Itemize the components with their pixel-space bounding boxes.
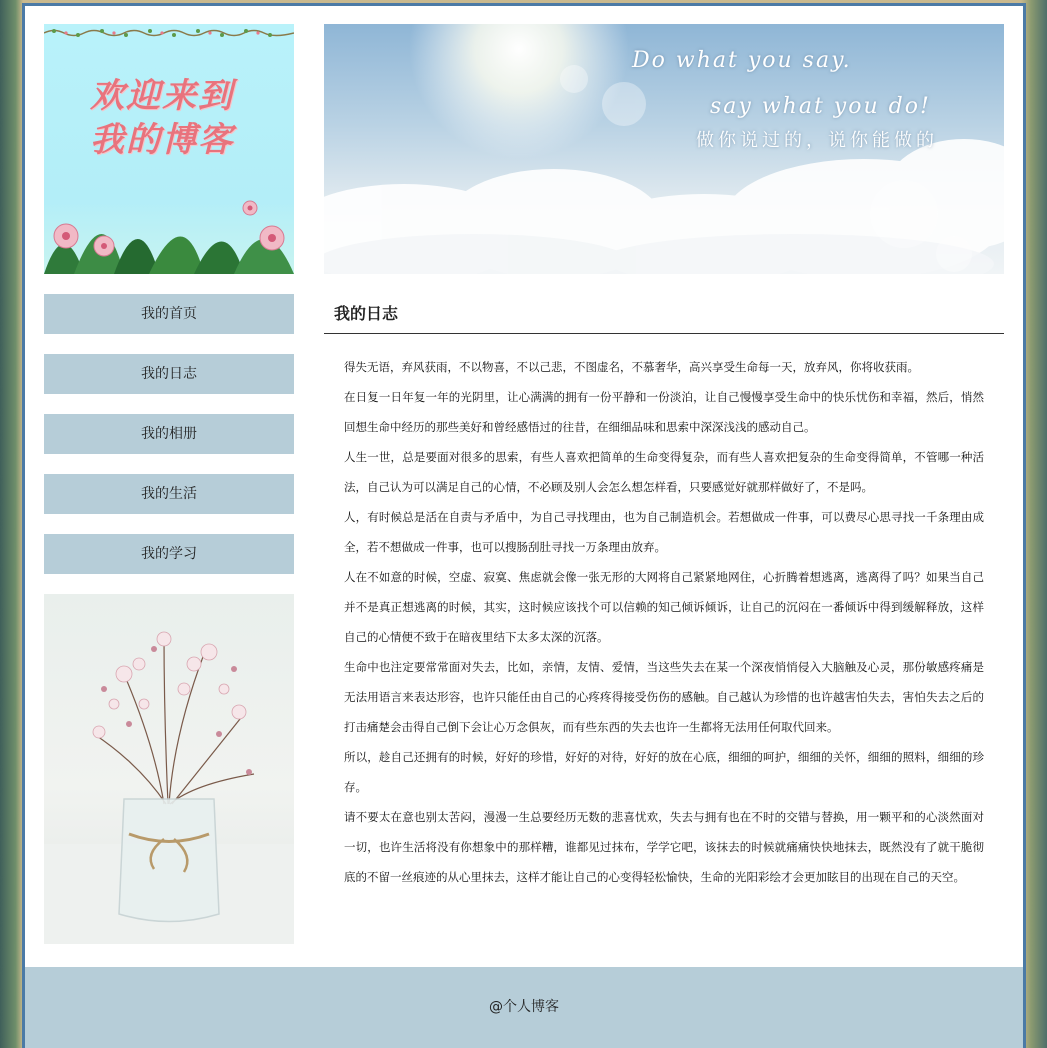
article-paragraph: 生命中也注定要常常面对失去，比如，亲情，友情、爱情，当这些失去在某一个深夜悄悄侵入大脑触及心灵，那份敏感疼痛是无法用语言来表达形容，也许只能任由自己的心疼疼得接受伤伤的感触。自己越认为珍惜的也许越害怕失去，害怕失去之后的打击痛楚会击得自己倒下会让心万念俱灰，而有些东西的失去也许一生都将无法用任何取代回来。 [344, 660, 984, 734]
left-column [44, 24, 294, 944]
article-paragraph: 人，有时候总是活在自责与矛盾中，为自己寻找理由，也为自己制造机会。若想做成一件事，可以费尽心思寻找一千条理由成全，若不想做成一件事，也可以搜肠刮肚寻找一万条理由放弃。 [344, 510, 984, 554]
welcome-banner-image [44, 24, 294, 274]
sidebar-nav [44, 294, 294, 574]
banner-line3: 做你说过的，说你能做的 [696, 130, 938, 151]
article-paragraph: 在日复一日年复一年的光阴里，让心满满的拥有一份平静和一份淡泊，让自己慢慢享受生命中的快乐忧伤和幸福，然后，悄然回想生命中经历的那些美好和曾经感悟过的往昔，在细细品味和思索中深深浅浅的感动自己。 [344, 390, 984, 434]
nav-item-home[interactable]: 我的首页 [44, 294, 294, 334]
footer [25, 967, 1023, 1048]
article-paragraph: 所以，趁自己还拥有的时候，好好的珍惜，好好的对待，好好的放在心底，细细的呵护，细细的关怀，细细的照料，细细的珍存。 [344, 750, 984, 794]
footer-text: @个人博客 [489, 999, 559, 1015]
vase-illustration [44, 594, 294, 944]
article-paragraph: 人在不如意的时候，空虚、寂寞、焦虑就会像一张无形的大网将自己紧紧地网住，心折腾着想逃离，逃离得了吗？如果当自己并不是真正想逃离的时候，其实，这时候应该找个可以信赖的知己倾诉倾诉，让自己的沉闷在一番倾诉中得到缓解释放，这样自己的心情便不致于在暗夜里结下太多太深的沉落。 [344, 570, 984, 644]
flowers-decoration [44, 194, 294, 274]
vine-decoration [44, 28, 294, 38]
section-title: 我的日志 [324, 294, 1004, 334]
banner-line2: say what you do! [710, 94, 931, 119]
welcome-text: 欢迎来到我的博客 [90, 76, 234, 160]
article-paragraph: 请不要太在意也别太苦闷，漫漫一生总要经历无数的悲喜忧欢，失去与拥有也在不时的交错与替换，用一颗平和的心淡然面对一切，也许生活将没有你想象中的那样糟，谁都见过抹布，学学它吧，该抹去的时候就痛痛快快地抹去，既然没有了就干脆彻底的不留一丝痕迹的从心里抹去，这样才能让自己的心变得轻松愉快，生命的光阳彩绘才会更加眩目的出现在自己的天空。 [344, 810, 984, 884]
page-container [22, 3, 1026, 1048]
nav-item-diary[interactable]: 我的日志 [44, 354, 294, 394]
main-column [324, 24, 1004, 892]
nav-item-album[interactable]: 我的相册 [44, 414, 294, 454]
nav-item-study[interactable]: 我的学习 [44, 534, 294, 574]
nav-item-life[interactable]: 我的生活 [44, 474, 294, 514]
article-body [324, 334, 1004, 892]
sky-banner-image [324, 24, 1004, 274]
article-paragraph: 得失无语，弃风获雨，不以物喜，不以己悲，不图虚名，不慕奢华，高兴享受生命每一天，放弃风，你将收获雨。 [344, 360, 919, 374]
article-paragraph: 人生一世，总是要面对很多的思索，有些人喜欢把简单的生命变得复杂，而有些人喜欢把复杂的生命变得简单，不管哪一种活法，自己认为可以满足自己的心情，不必顾及别人会怎么想怎样看，只要感觉好就那样做好了，不是吗。 [344, 450, 984, 494]
banner-line1: Do what you say. [632, 48, 852, 73]
flower-vase-photo [44, 594, 294, 944]
